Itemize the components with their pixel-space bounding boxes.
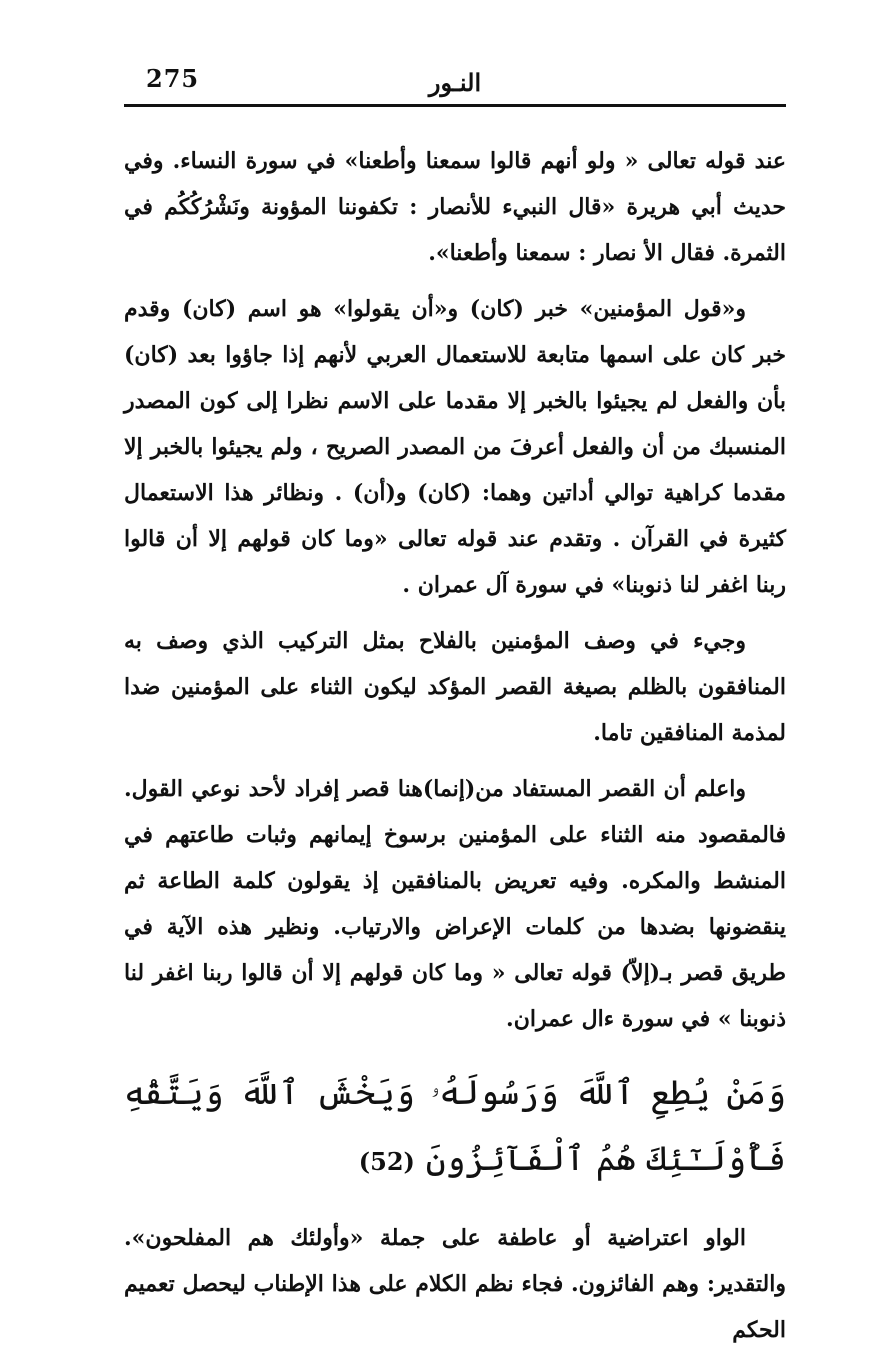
paragraph-5: الواو اعتراضية أو عاطفة على جملة «وأولئك هم المفلحون». والتقدير: وهم الفائزون. فجاء نظم الكلام على هذا الإطناب ليحصل تعميم الحكم (124, 1225, 786, 1343)
page-body (124, 138, 786, 1363)
running-title: النـور (428, 68, 482, 97)
verse-number: (52) (358, 1147, 415, 1176)
paragraph-4: واعلم أن القصر المستفاد من(إنما)هنا قصر إفراد لأحد نوعي القول. فالمقصود منه الثناء على المؤمنين برسوخ إيمانهم وثبات طاعتهم في المنشط والمكره. وفيه تعريض بالمنافقين إذ يقولون كلمة الطاعة ثم ينقضونها بضدها من كلمات الإعراض والارتياب. ونظير هذه الآية في طريق قصر بـ(إلاّ) قوله تعالى « وما كان قولهم إلا أن قالوا ربنا اغفر لنا ذنوبنا » في سورة ءال عمران. (124, 776, 786, 1032)
verse-text: وَمَنْ يُطِعِ ٱللَّهَ وَرَسُولَهُۥ وَيَخْشَ ٱللَّهَ وَيَتَّقْهِ فَأُوْلَـٰٓئِكَ هُمُ ٱلْفَآئِزُونَ (124, 1073, 786, 1179)
paragraph-3: وجيء في وصف المؤمنين بالفلاح بمثل التركيب الذي وصف به المنافقون بالظلم بصيغة القصر المؤكد ليكون الثناء على المؤمنين ضدا لمذمة المنافقين تاما. (124, 628, 786, 746)
paragraph-2: و«قول المؤمنين» خبر (كان) و«أن يقولوا» هو اسم (كان) وقدم خبر كان على اسمها متابعة للاستعمال العربي لأنهم إذا جاؤوا بعد (كان) بأن والفعل لم يجيئوا بالخبر إلا مقدما على الاسم نظرا إلى كون المصدر المنسبك من أن والفعل أعرفَ من المصدر الصريح ، ولم يجيئوا بالخبر إلا مقدما كراهية توالي أداتين وهما: (كان) و(أن) . ونظائر هذا الاستعمال كثيرة في القرآن . وتقدم عند قوله تعالى «وما كان قولهم إلا أن قالوا ربنا اغفر لنا ذنوبنا» في سورة آل عمران . (124, 296, 786, 598)
page-number: 275 (146, 64, 200, 93)
paragraph-1: عند قوله تعالى « ولو أنهم قالوا سمعنا وأطعنا» في سورة النساء. وفي حديث أبي هريرة «قال النبيء للأنصار : تكفوننا المؤونة ونَشْرُكُكُم في الثمرة. فقال الأ نصار : سمعنا وأطعنا». (124, 148, 786, 266)
quran-verse (124, 1060, 786, 1195)
header-rule (124, 104, 786, 107)
page-header (124, 60, 786, 106)
